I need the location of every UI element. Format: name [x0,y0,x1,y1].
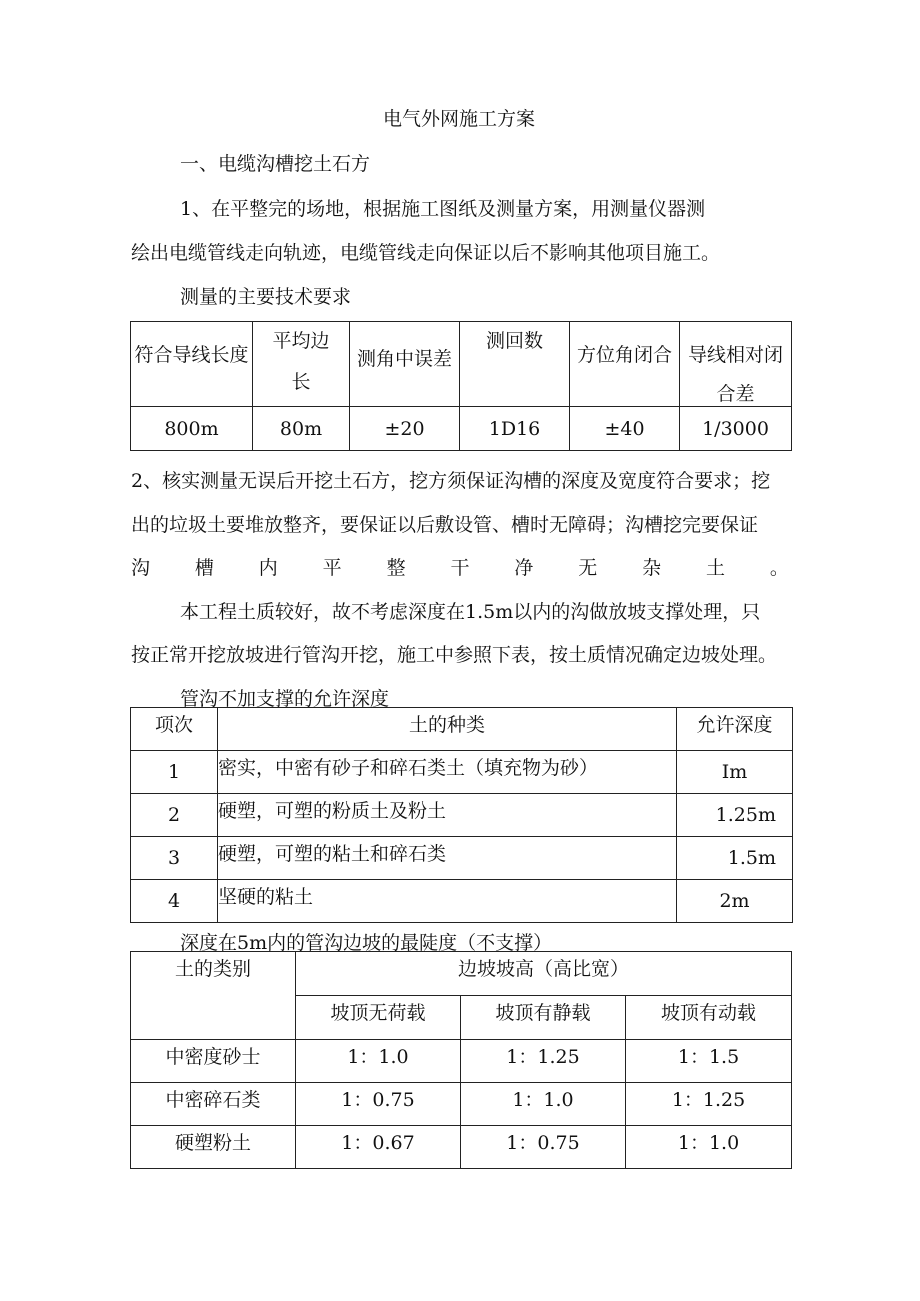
table-row [131,1083,792,1126]
char: 土 [706,557,726,579]
header-cell-line2: 长 [291,371,311,393]
subheader-cell: 坡顶无荷载 [296,996,461,1040]
table-header-row [131,708,793,751]
table-cell: 1.5m [677,837,793,880]
char: 平 [322,557,342,579]
char: 整 [386,557,406,579]
table-cell: 3 [131,837,218,880]
table-cell: 1：0.67 [296,1126,461,1169]
table-cell: 中密碎石类 [131,1083,296,1126]
allowable-depth-table [130,707,793,923]
paragraph-line: 出的垃圾土要堆放整齐，要保证以后敷设管、槽时无障碍；沟槽挖完要保证 [131,514,759,536]
paragraph-line: 2、核实测量无误后开挖土石方，挖方须保证沟槽的深度及宽度符合要求；挖 [131,470,771,492]
paragraph-line: 绘出电缆管线走向轨迹，电缆管线走向保证以后不影响其他项目施工。 [131,242,721,264]
table-row [131,880,793,923]
table-cell: 1：1.0 [461,1083,626,1126]
paragraph-line: 1、在平整完的场地，根据施工图纸及测量方案，用测量仪器测 [180,198,706,220]
table-cell: 1：1.25 [461,1040,626,1083]
table-cell: 硬塑，可塑的粉质土及粉土 [218,794,677,837]
header-cell: 测角中误差 [356,348,452,370]
table-cell: 硬塑，可塑的粘土和碎石类 [218,837,677,880]
char: 杂 [642,557,662,579]
header-cell-group: 边坡坡高（高比宽） [296,952,792,996]
paragraph-line: 本工程土质较好，故不考虑深度在1.5m以内的沟做放坡支撑处理，只 [180,601,761,623]
char: 内 [258,557,278,579]
header-cell: 平均边 [272,330,330,352]
section-heading: 一、电缆沟槽挖土石方 [180,153,371,175]
table-row [131,1040,792,1083]
subheader-cell: 坡顶有静载 [461,996,626,1040]
table-cell: ±40 [570,407,680,451]
paragraph-line-justified [131,553,789,580]
table-cell: 1：1.0 [626,1126,792,1169]
table-cell: 2m [677,880,793,923]
table-cell: 密实，中密有砂子和碎石类土（填充物为砂） [218,751,677,794]
header-cell-line2: 合差 [716,383,755,405]
header-cell: 允许深度 [677,708,793,751]
table-cell: 1：0.75 [461,1126,626,1169]
table-row [131,407,792,451]
subheader-cell: 坡顶有动载 [626,996,792,1040]
table-cell: 1：1.25 [626,1083,792,1126]
header-cell: 项次 [131,708,218,751]
table-cell: 1/3000 [680,407,792,451]
table-cell: 坚硬的粘土 [218,880,677,923]
table-cell: ±20 [350,407,460,451]
table-header-row [131,322,792,407]
page-title: 电气外网施工方案 [383,108,536,130]
table-cell: 2 [131,794,218,837]
table-caption: 管沟不加支撑的允许深度 [180,688,390,710]
table-cell: 1：1.0 [296,1040,461,1083]
table-cell: Im [677,751,793,794]
table-row [131,1126,792,1169]
table-cell: 80m [253,407,350,451]
table-cell: 1.25m [677,794,793,837]
table-cell: 4 [131,880,218,923]
survey-requirements-table [130,321,792,451]
table-caption: 深度在5m内的管沟边坡的最陡度（不支撑） [180,932,553,954]
table-cell: 中密度砂士 [131,1040,296,1083]
table-cell: 硬塑粉土 [131,1126,296,1169]
char: 无 [578,557,598,579]
char: 干 [450,557,470,579]
table-cell: 800m [131,407,253,451]
char: 沟 [131,557,151,579]
char: 。 [769,557,789,579]
table-caption: 测量的主要技术要求 [180,286,352,308]
char: 净 [514,557,534,579]
table-cell: 1 [131,751,218,794]
header-cell: 土的种类 [218,708,677,751]
header-cell: 土的类别 [131,952,296,1040]
table-row [131,837,793,880]
header-cell: 导线相对闭 [687,344,783,366]
table-row [131,751,793,794]
table-cell: 1D16 [460,407,570,451]
table-row [131,794,793,837]
header-cell: 符合导线长度 [134,344,249,366]
char: 槽 [194,557,214,579]
paragraph-line: 按正常开挖放坡进行管沟开挖，施工中参照下表，按土质情况确定边坡处理。 [131,644,778,666]
header-cell: 测回数 [485,330,543,352]
table-cell: 1：0.75 [296,1083,461,1126]
slope-steepness-table [130,951,792,1169]
header-cell: 方位角闭合 [576,344,672,366]
table-header-row [131,952,792,996]
table-cell: 1：1.5 [626,1040,792,1083]
